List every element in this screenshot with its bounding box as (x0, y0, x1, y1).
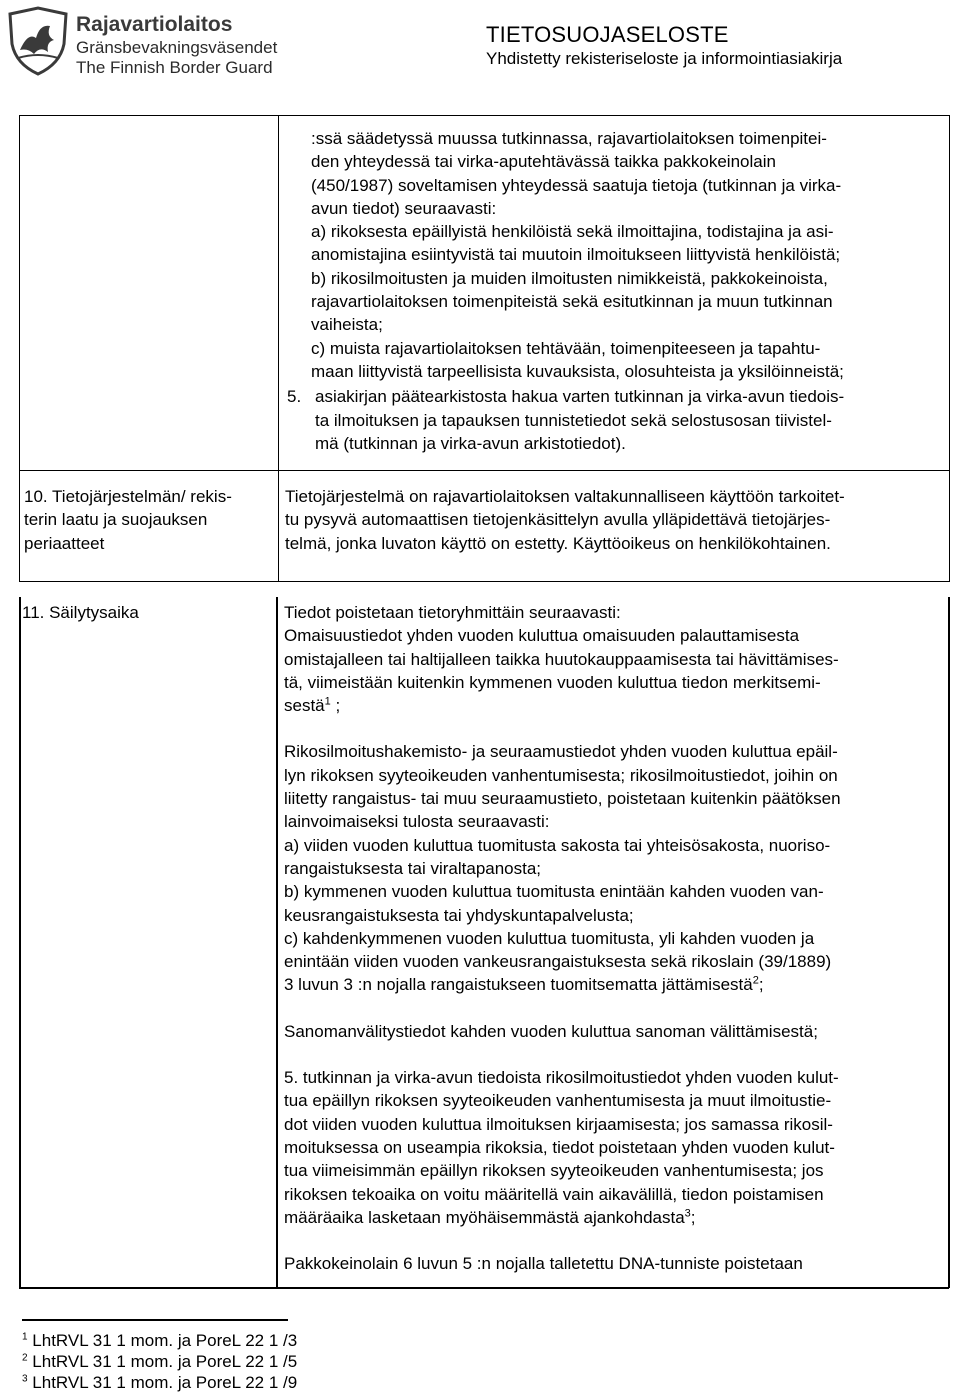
text-line: telmä, jonka luvaton käyttö on estetty. Käyttöoikeus on henkilökohtainen. (285, 533, 831, 553)
footnote-number: 1 (22, 1331, 28, 1343)
text-line: maan liittyvistä tarpeellisista kuvauksista, olosuhteista ja yksilöinneistä; (311, 361, 844, 381)
footnote-ref: 3 (684, 1207, 691, 1220)
text-line: asiakirjan päätearkistosta hakua varten tutkinnan ja virka-avun tiedois- (315, 387, 845, 407)
section-10-label: periaatteet (24, 533, 105, 553)
text-line: rajavartiolaitoksen toimenpiteistä sekä esitutkinnan ja muun tutkinnan (311, 292, 833, 312)
content-cell (279, 116, 950, 471)
text-line: Tiedot poistetaan tietoryhmittäin seuraavasti: (284, 603, 621, 622)
section-10-label-cell (20, 471, 279, 582)
text-line: keusrangaistuksesta tai yhdyskuntapalvelusta; (284, 905, 634, 925)
text-line: tä, viimeistään kuitenkin kymmenen vuoden kuluttua tiedon merkitsemi- (284, 672, 821, 692)
logo-text-finnish: Rajavartiolaitos (76, 13, 233, 36)
text-line: c) kahdenkymmenen vuoden kuluttua tuomitusta, yli kahden vuoden ja (284, 928, 815, 948)
table-row (20, 116, 950, 471)
footnote-ref: 1 (324, 695, 331, 708)
logo-text-english: The Finnish Border Guard (76, 58, 273, 77)
table-left-border (19, 597, 21, 1288)
retention-crime-reports (284, 740, 944, 996)
footnote (22, 1330, 297, 1351)
text-line: Sanomanvälitystiedot kahden vuoden kuluttua sanoman välittämisestä; (284, 1021, 818, 1041)
retention-dna: Pakkokeinolain 6 luvun 5 :n nojalla talletettu DNA-tunniste poistetaan (284, 1254, 803, 1274)
text-line: liitetty rangaistus- tai muu seuraamustieto, poistetaan kuitenkin päätöksen (284, 789, 841, 809)
document-title: TIETOSUOJASELOSTE (486, 22, 729, 47)
organization-logo (6, 6, 278, 77)
text-line: sestä (284, 696, 325, 716)
section-11-body (284, 601, 944, 1275)
text-line: anomistajina esiintyvistä tai muutoin ilmoitukseen liittyvistä henkilöistä; (311, 245, 841, 265)
text-line: vaiheista; (311, 315, 383, 335)
column-divider (276, 597, 278, 1287)
border-guard-emblem-icon (6, 6, 70, 76)
text-line: omistajalleen tai haltijalleen taikka huutokauppaamisesta tai hävittämises- (284, 649, 839, 669)
text-line: ta ilmoituksen ja tapauksen tunnistetiedot sekä selostusosan tiivistel- (315, 410, 832, 430)
section-10-label: 10. Tietojärjestelmän/ rekis- (24, 487, 232, 506)
text-line: avun tiedot) seuraavasti: (311, 198, 497, 218)
list-item-5 (247, 383, 949, 465)
table-right-border (948, 597, 950, 1288)
text-line: rikoksen tekoaika on voitu määritellä vain aikavälillä, tiedon poistamisen (284, 1184, 824, 1204)
continued-section-text (279, 116, 949, 383)
text-line: tua epäillyn rikoksen syyteoikeuden vanhentumisesta ja muut ilmoitustie- (284, 1091, 832, 1111)
text-line: Rikosilmoitushakemisto- ja seuraamustiedot yhden vuoden kuluttua epäil- (284, 742, 838, 762)
text-line: ; (690, 1207, 696, 1227)
text-line: dot viiden vuoden kuluttua ilmoituksen kirjaamisesta; jos samassa rikosil- (284, 1114, 833, 1134)
footnote-text: LhtRVL 31 1 mom. ja PoreL 22 1 /5 (32, 1352, 298, 1371)
list-item-number: 5. (287, 387, 302, 407)
text-line: mä (tutkinnan ja virka-avun arkistotiedot). (315, 433, 626, 453)
text-line: lainvoimaiseksi tulosta seuraavasti: (284, 812, 550, 832)
logo-text-swedish: Gränsbevakningsväsendet (76, 38, 278, 57)
footnote (22, 1372, 297, 1393)
footnote-number: 3 (22, 1373, 28, 1385)
section-10-body-cell (279, 471, 950, 582)
register-table (19, 115, 950, 582)
text-line: b) rikosilmoitusten ja muiden ilmoitusten nimikkeistä, pakkokeinoista, (311, 268, 828, 288)
text-line: 3 luvun 3 :n nojalla rangaistukseen tuomitsematta jättämisestä (284, 975, 753, 995)
text-line: määräaika lasketaan myöhäisemmästä ajankohdasta (284, 1207, 685, 1227)
table-bottom-border (19, 1287, 949, 1289)
text-line: moituksessa on useampia rikoksia, tiedot poistetaan yhden vuoden kulut- (284, 1137, 835, 1157)
text-line: rangaistuksesta tai viraltapanosta; (284, 858, 542, 878)
footnote-ref: 2 (752, 974, 759, 987)
text-line: :ssä säädetyssä muussa tutkinnassa, rajavartiolaitoksen toimenpitei- (311, 129, 827, 148)
text-line: ; (330, 696, 341, 716)
section-11-label: 11. Säilytysaika (22, 603, 139, 622)
text-line: tu pysyvä automaattisen tietojenkäsittelyn avulla ylläpidettävä tietojärjes- (285, 510, 831, 530)
footnote (22, 1351, 297, 1372)
footnote-number: 2 (22, 1352, 28, 1364)
text-line: enintään viiden vuoden vankeusrangaistuksesta sekä rikoslain (39/1889) (284, 952, 832, 972)
text-line: (450/1987) soveltamisen yhteydessä saatuja tietoja (tutkinnan ja virka- (311, 175, 842, 195)
text-line: a) viiden vuoden kuluttua tuomitusta sakosta tai yhteisösakosta, nuoriso- (284, 835, 831, 855)
text-line: Omaisuustiedot yhden vuoden kuluttua omaisuuden palauttamisesta (284, 626, 800, 646)
text-line: 5. tutkinnan ja virka-avun tiedoista rikosilmoitustiedot yhden vuoden kulut- (284, 1068, 839, 1088)
document-subtitle: Yhdistetty rekisteriseloste ja informointiasiakirja (486, 49, 843, 68)
text-line: ; (758, 975, 764, 995)
footnote-separator (22, 1319, 288, 1321)
retention-message-data (284, 1020, 944, 1043)
text-line: a) rikoksesta epäillyistä henkilöistä sekä ilmoittajina, todistajina ja asi- (311, 222, 834, 242)
text-line: c) muista rajavartiolaitoksen tehtävään, toimenpiteeseen ja tapahtu- (311, 338, 821, 358)
footnote-text: LhtRVL 31 1 mom. ja PoreL 22 1 /3 (32, 1331, 298, 1350)
retention-investigation-data (284, 1066, 944, 1229)
text-line: tua viimeisimmän epäillyn rikoksen syyteoikeuden vanhentumisesta; jos (284, 1161, 824, 1181)
table-row (20, 471, 950, 582)
text-line: den yhteydessä tai virka-aputehtävässä taikka pakkokeinolain (311, 152, 776, 172)
text-line: b) kymmenen vuoden kuluttua tuomitusta enintään kahden vuoden van- (284, 882, 824, 902)
text-line: Tietojärjestelmä on rajavartiolaitoksen valtakunnalliseen käyttöön tarkoitet- (285, 487, 845, 506)
retention-property (284, 624, 944, 717)
text-line: lyn rikoksen syyteoikeuden vanhentumisesta; rikosilmoitustiedot, joihin on (284, 765, 838, 785)
empty-label-cell (20, 116, 279, 471)
footnote-text: LhtRVL 31 1 mom. ja PoreL 22 1 /9 (32, 1373, 298, 1392)
section-10-label: terin laatu ja suojauksen (24, 510, 208, 530)
